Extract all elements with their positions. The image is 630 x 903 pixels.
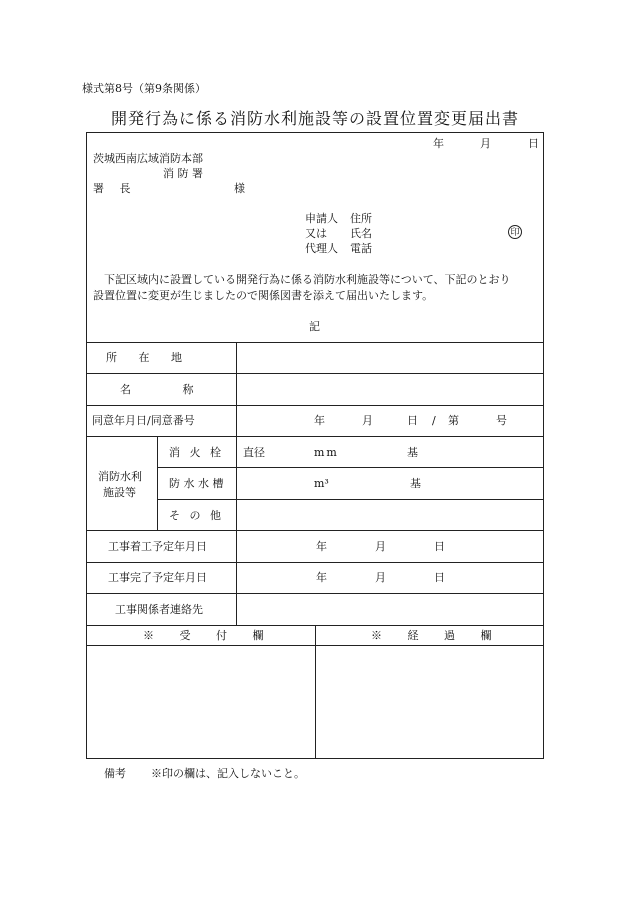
start-date-label: 工事着工予定年月日 (108, 540, 207, 553)
tank-count: 基 (410, 477, 421, 490)
hydrant-label: 消 火 栓 (169, 446, 224, 459)
other-label: そ の 他 (169, 509, 224, 522)
applicant-address-label: 住所 (350, 212, 372, 225)
note-text: ※印の欄は、記入しないこと。 (151, 767, 305, 780)
location-label: 所 在 地 (106, 351, 182, 364)
consent-year: 年 (314, 414, 325, 427)
end-date-year: 年 (316, 571, 327, 584)
consent-label: 同意年月日/同意番号 (92, 414, 195, 427)
tank-label: 防 水 水 槽 (169, 477, 224, 490)
note-label: 備考 (104, 767, 126, 780)
start-date-year: 年 (316, 540, 327, 553)
consent-month: 月 (362, 414, 373, 427)
applicant-label-1: 申請人 (305, 212, 338, 225)
body-line-1: 下記区域内に設置している開発行為に係る消防水利施設等について、下記のとおり (104, 273, 511, 286)
applicant-label-2: 又は (305, 227, 327, 240)
end-date-month: 月 (375, 571, 386, 584)
applicant-phone-label: 電話 (350, 242, 372, 255)
addressee-station: 消 防 署 (163, 167, 203, 180)
start-date-month: 月 (375, 540, 386, 553)
end-date-day: 日 (434, 571, 445, 584)
document-title: 開発行為に係る消防水利施設等の設置位置変更届出書 (110, 109, 519, 128)
start-date-day: 日 (434, 540, 445, 553)
consent-day: 日 (407, 414, 418, 427)
applicant-name-label: 氏名 (350, 227, 372, 240)
end-date-label: 工事完了予定年月日 (108, 571, 207, 584)
form-number: 様式第8号（第9条関係） (82, 82, 206, 95)
body-text (93, 272, 539, 304)
consent-dai: 第 (448, 414, 459, 427)
date-month: 月 (480, 137, 491, 150)
name-label: 名 称 (120, 383, 194, 396)
applicant-label-3: 代理人 (305, 242, 338, 255)
date-day: 日 (528, 137, 539, 150)
contact-label: 工事関係者連絡先 (115, 603, 203, 616)
hydrant-count: 基 (407, 446, 418, 459)
facilities-group-label-1: 消防水利 (98, 470, 142, 483)
addressee-organization: 茨城西南広域消防本部 (93, 152, 203, 165)
consent-go: 号 (496, 414, 507, 427)
consent-slash: / (432, 414, 436, 427)
ki-label: 記 (309, 320, 320, 333)
body-line-2: 設置位置に変更が生じましたので関係図書を添えて届出いたします。 (93, 289, 434, 302)
progress-label: ※ 経 過 欄 (371, 629, 492, 642)
reception-label: ※ 受 付 欄 (143, 629, 264, 642)
seal-mark: 印 (508, 225, 522, 239)
tank-unit: m³ (314, 477, 329, 490)
note (104, 765, 305, 781)
addressee-honorific: 様 (234, 182, 245, 195)
hydrant-diameter: 直径 (243, 446, 265, 459)
hydrant-unit: mm (314, 446, 339, 459)
addressee-chief: 署 長 (93, 182, 137, 195)
facilities-group-label-2: 施設等 (103, 486, 136, 499)
date-year: 年 (433, 137, 444, 150)
